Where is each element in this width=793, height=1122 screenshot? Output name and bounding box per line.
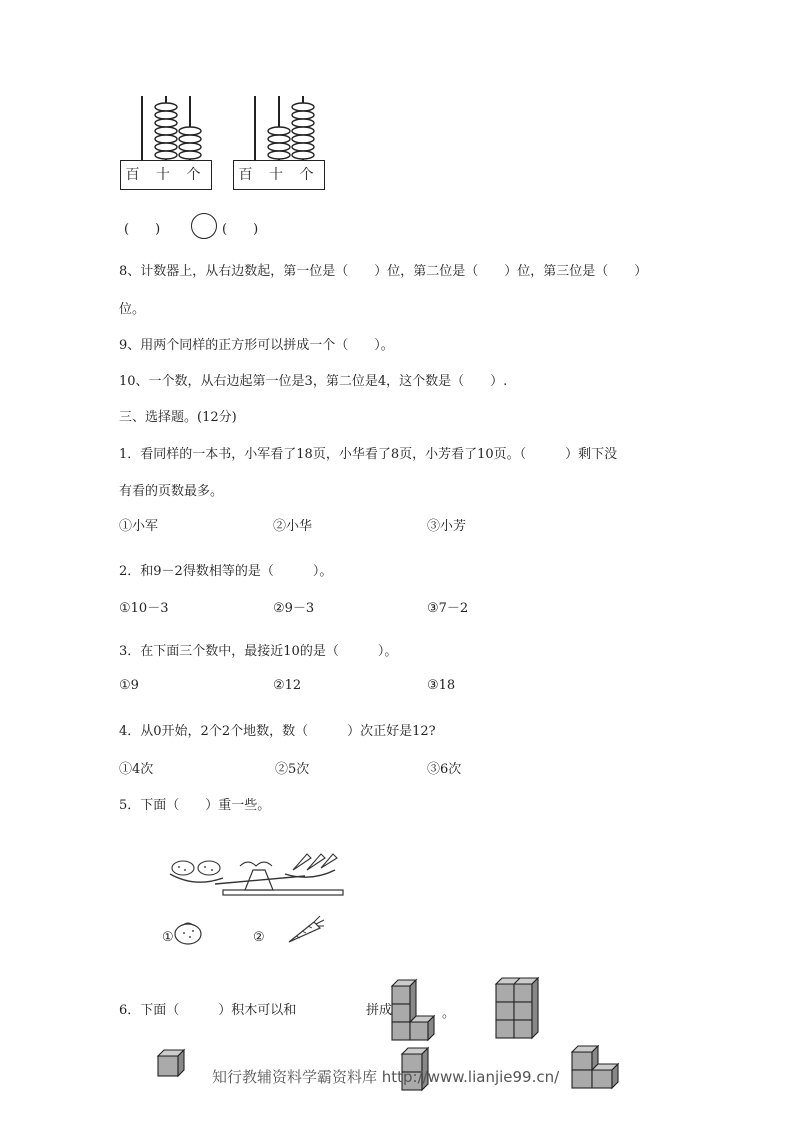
abacus-left-label-box: 百 十 个 <box>120 160 212 190</box>
compare-right-blank[interactable]: ( ) <box>222 222 259 237</box>
choice-4-option-b[interactable]: ②5次 <box>275 762 310 777</box>
choice-3: 3．在下面三个数中，最接近10的是（ ）。 <box>119 644 398 659</box>
choice-5-option-a[interactable]: ① <box>162 930 174 945</box>
question-10: 10、一个数，从右边起第一位是3，第二位是4，这个数是（ ）. <box>119 374 508 389</box>
compare-circle-blank[interactable] <box>191 213 217 239</box>
choice-1-line-2: 有看的页数最多。 <box>119 484 224 499</box>
abacus-right-rods <box>233 94 325 162</box>
choice-3-option-a[interactable]: ①9 <box>119 678 139 693</box>
abacus-left <box>120 94 212 192</box>
section-3-title: 三、选择题。(12分) <box>119 410 237 425</box>
choice-4-option-a[interactable]: ①4次 <box>119 762 154 777</box>
balance-scale-illustration <box>165 848 355 908</box>
block-option-c-icon[interactable] <box>570 1044 622 1090</box>
abacus-left-rods <box>120 94 212 162</box>
question-8-line-1: 8、计数器上，从右边数起，第一位是（ ）位，第二位是（ ）位，第三位是（ ） <box>119 264 648 279</box>
choice-6-text-a: 6．下面（ ）积木可以和 <box>119 1003 297 1018</box>
choice-4: 4．从0开始，2个2个地数，数（ ）次正好是12? <box>119 724 436 739</box>
compare-left-blank[interactable]: ( ) <box>124 222 161 237</box>
choice-3-option-b[interactable]: ②12 <box>273 678 302 693</box>
choice-1-line-1: 1．看同样的一本书，小军看了18页，小华看了8页，小芳看了10页。（ ）剩下没 <box>119 447 618 462</box>
choice-2-option-b[interactable]: ②9－3 <box>273 601 315 616</box>
choice-2-option-c[interactable]: ③7－2 <box>427 601 469 616</box>
footer-watermark: 知行教辅资料学霸资料库 http://www.lianjie99.cn/ <box>212 1068 560 1086</box>
abacus-right-label-box: 百 十 个 <box>233 160 325 190</box>
choice-5-option-b[interactable]: ② <box>253 930 265 945</box>
block-target-2x3-icon <box>492 974 544 1042</box>
question-9: 9、用两个同样的正方形可以拼成一个（ ）。 <box>119 338 394 353</box>
choice-4-option-c[interactable]: ③6次 <box>427 762 462 777</box>
choice-6-text-b: 拼成 <box>366 1003 393 1018</box>
abacus-right <box>233 94 325 192</box>
block-l-shape-icon <box>388 976 440 1044</box>
choice-2: 2．和9－2得数相等的是（ ）。 <box>119 564 333 579</box>
choice-3-option-c[interactable]: ③18 <box>427 678 456 693</box>
choice-1-option-b[interactable]: ②小华 <box>273 519 313 534</box>
carrot-icon <box>286 914 326 946</box>
choice-1-option-a[interactable]: ①小军 <box>119 519 159 534</box>
tomato-icon <box>172 920 204 946</box>
question-8-line-2: 位。 <box>119 302 146 317</box>
choice-6-text-c: 。 <box>442 1006 456 1021</box>
block-option-a-icon[interactable] <box>156 1048 188 1082</box>
choice-2-option-a[interactable]: ①10－3 <box>119 601 169 616</box>
choice-1-option-c[interactable]: ③小芳 <box>427 519 467 534</box>
choice-5: 5．下面（ ）重一些。 <box>119 798 271 813</box>
